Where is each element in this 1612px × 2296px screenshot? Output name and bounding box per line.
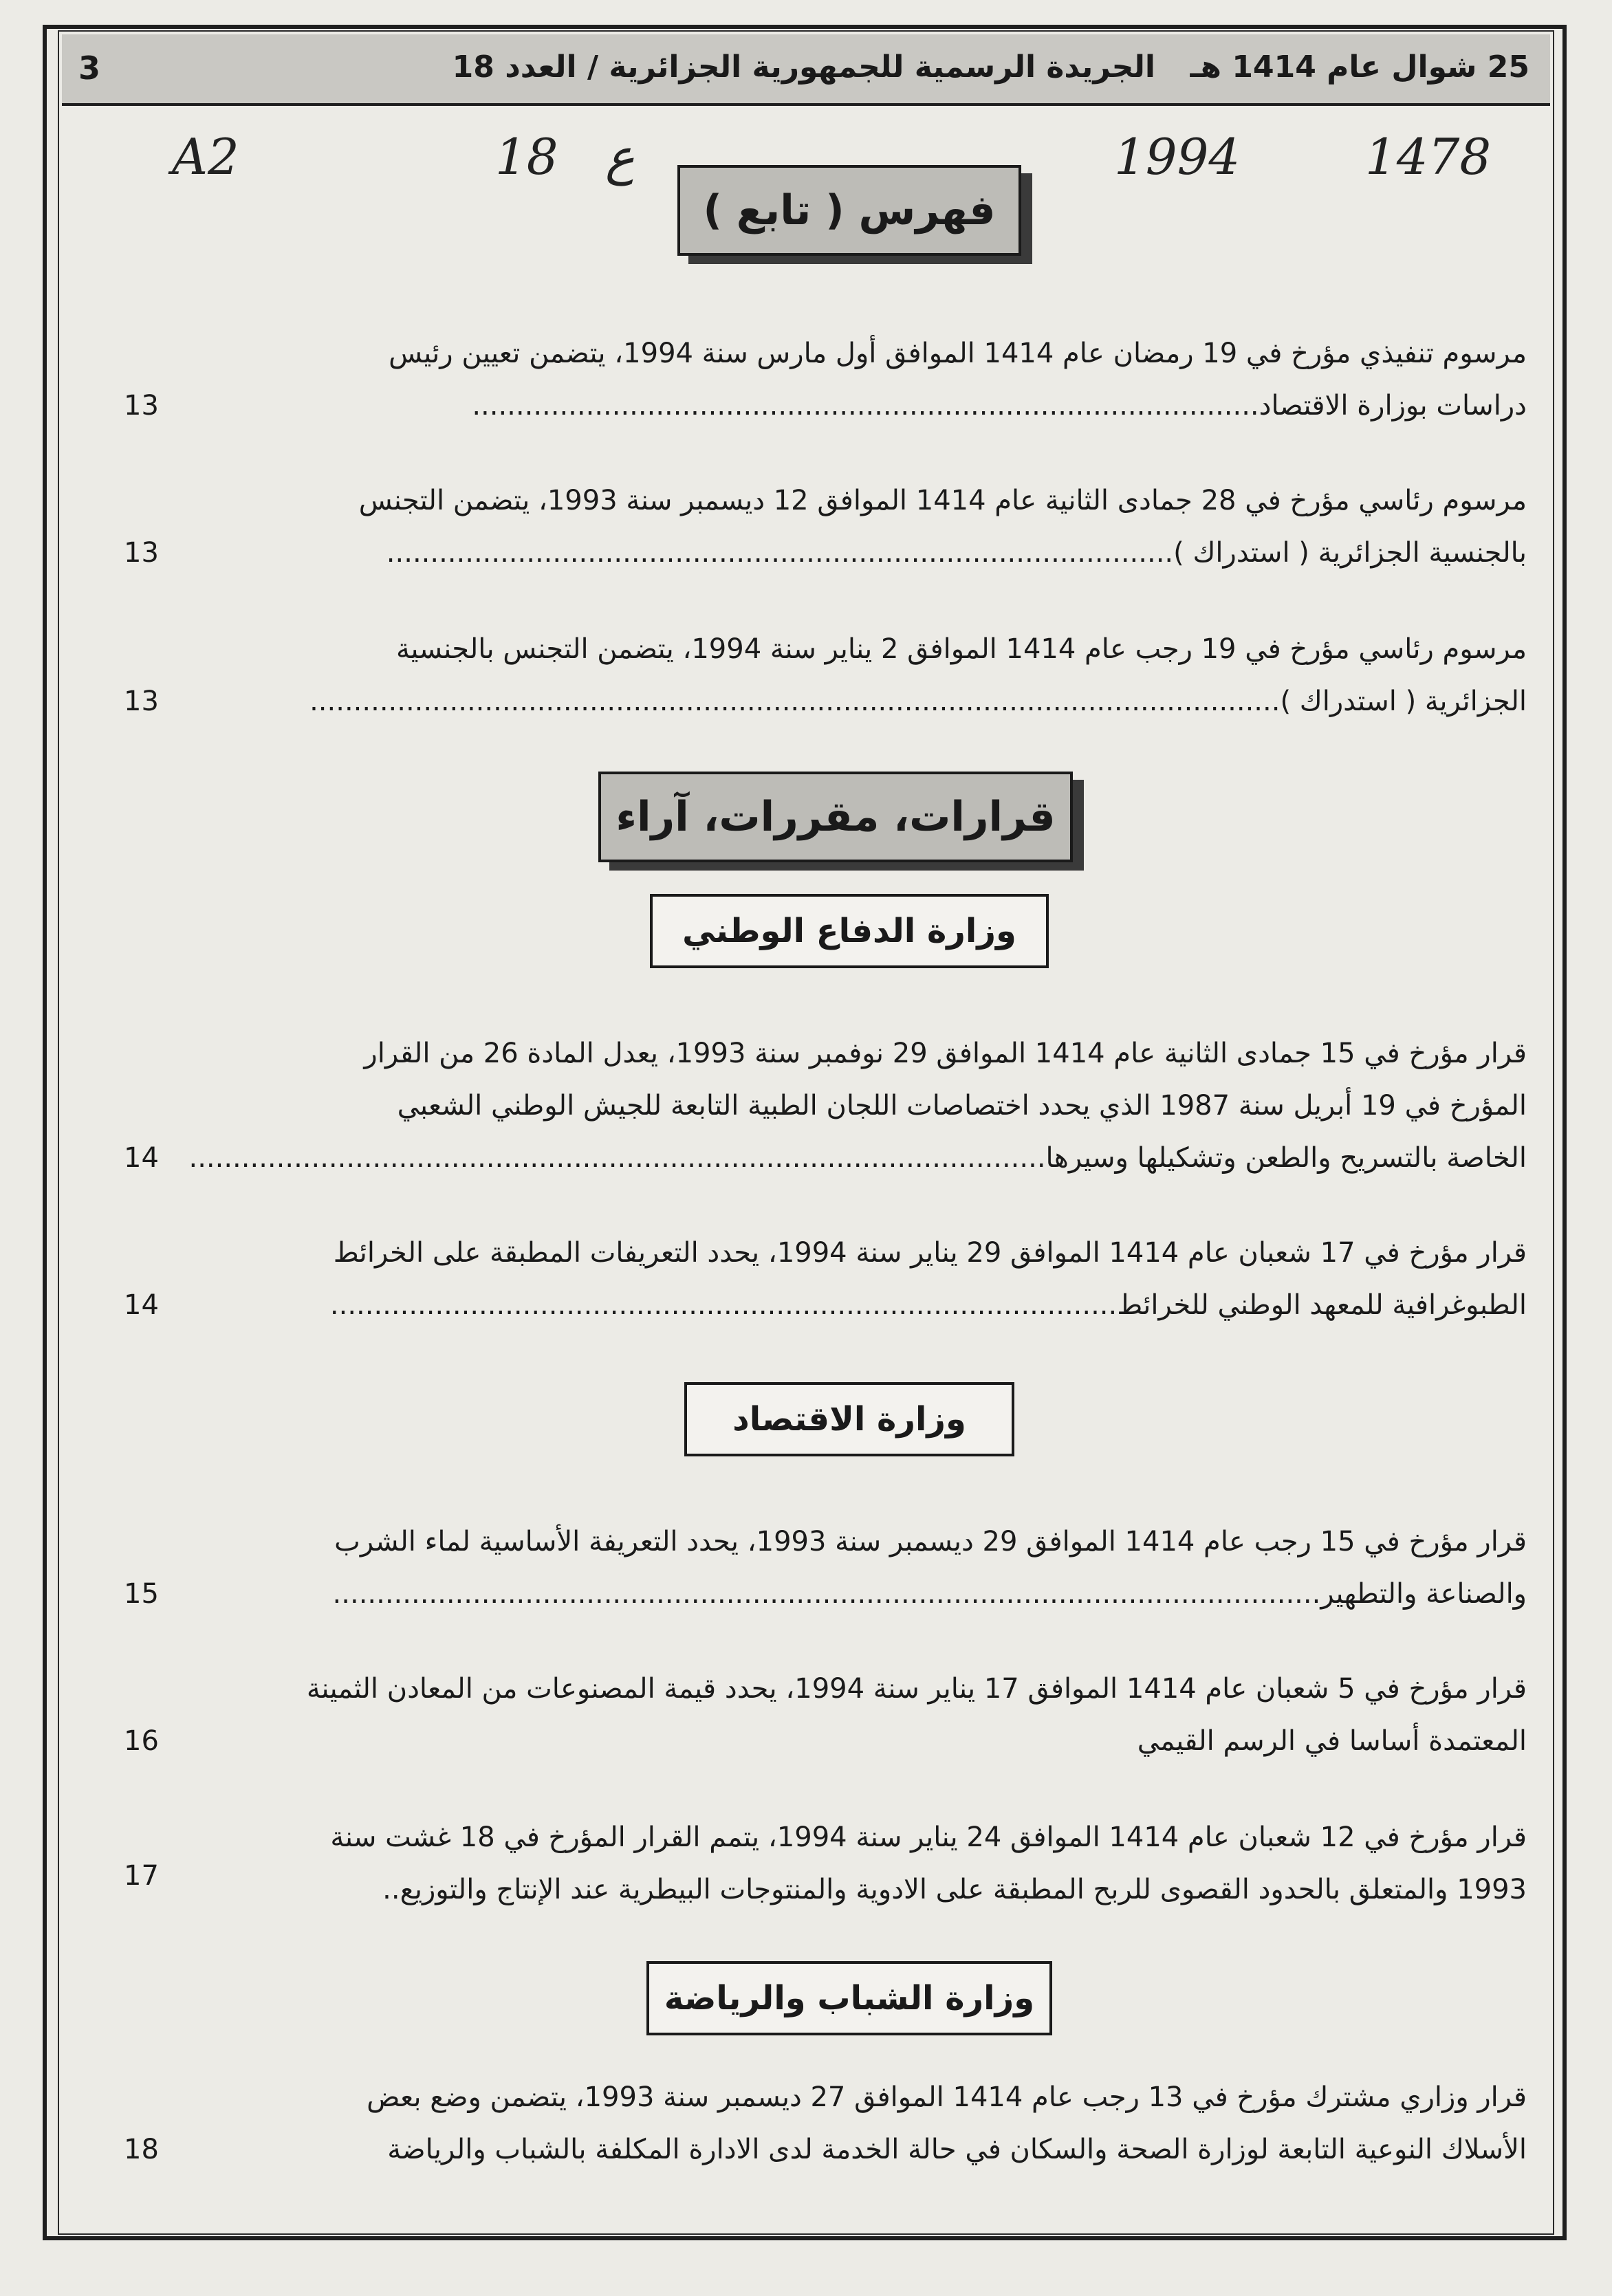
entry-page-number: 13 — [124, 537, 159, 569]
index-entry: مرسوم رئاسي مؤرخ في 19 رجب عام 1414 الموافق 2 يناير سنة 1994، يتضمن التجنس بالجنسية الجزائرية ( استدراك )............................................................................................................... — [309, 633, 1527, 717]
page-number: 3 — [78, 50, 101, 87]
handwritten-note: 1994 — [1114, 128, 1241, 186]
entry-page-number: 14 — [124, 1289, 159, 1321]
entry-page-number: 14 — [124, 1142, 159, 1174]
page-header — [62, 34, 1550, 106]
index-entry: قرار مؤرخ في 17 شعبان عام 1414 الموافق 29 يناير سنة 1994، يحدد التعريفات المطبقة على الخرائط الطبوغرافية للمعهد الوطني للخرائط.......................................................................................... — [329, 1237, 1527, 1321]
index-entry: مرسوم تنفيذي مؤرخ في 19 رمضان عام 1414 الموافق أول مارس سنة 1994، يتضمن تعيين رئيس دراسات بوزارة الاقتصاد.......................................................................................... — [389, 338, 1527, 422]
decisions-title: قرارات، مقررات، آراء — [598, 772, 1073, 862]
index-title: فهرس ( تابع ) — [677, 165, 1021, 256]
section-economy: وزارة الاقتصاد — [684, 1382, 1014, 1456]
section-youth: وزارة الشباب والرياضة — [646, 1961, 1052, 2035]
entry-page-number: 16 — [124, 1725, 159, 1757]
gazette-title: الجريدة الرسمية للجمهورية الجزائرية / العدد 18 — [452, 50, 1155, 85]
entry-page-number: 15 — [124, 1578, 159, 1610]
issue-date: 25 شوال عام 1414 هـ — [1190, 50, 1529, 85]
entry-page-number: 17 — [124, 1860, 159, 1892]
index-entry: قرار مؤرخ في 5 شعبان عام 1414 الموافق 17 يناير سنة 1994، يحدد قيمة المصنوعات من المعادن الثمينة المعتمدة أساسا في الرسم القيمي — [306, 1673, 1527, 1757]
section-defense: وزارة الدفاع الوطني — [650, 894, 1049, 968]
handwritten-note: 18 — [495, 128, 558, 186]
handwritten-note: 1478 — [1365, 128, 1492, 186]
handwritten-note: ع — [605, 128, 635, 186]
entry-page-number: 13 — [124, 390, 159, 422]
entry-page-number: 18 — [124, 2134, 159, 2165]
handwritten-note: A2 — [172, 128, 239, 186]
index-entry: قرار وزاري مشترك مؤرخ في 13 رجب عام 1414 الموافق 27 ديسمبر سنة 1993، يتضمن وضع بعض الأسلاك النوعية التابعة لوزارة الصحة والسكان في حالة الخدمة لدى الادارة المكلفة بالشباب والرياضة — [367, 2081, 1527, 2165]
index-entry: قرار مؤرخ في 15 جمادى الثانية عام 1414 الموافق 29 نوفمبر سنة 1993، يعدل المادة 26 من القرار المؤرخ في 19 أبريل سنة 1987 الذي يحدد اختصاصات اللجان الطبية التابعة للجيش الوطني الشعبي الخاصة بالتسريح والطعن وتشكيلها وسيرها.................................................................................................. — [188, 1038, 1527, 1174]
entry-page-number: 13 — [124, 686, 159, 717]
index-entry: قرار مؤرخ في 12 شعبان عام 1414 الموافق 24 يناير سنة 1994، يتمم القرار المؤرخ في 18 غشت سنة 1993 والمتعلق بالحدود القصوى للربح المطبقة على الادوية والمنتوجات البيطرية عند الإنتاج والتوزيع.. — [330, 1822, 1527, 1905]
index-entry: مرسوم رئاسي مؤرخ في 28 جمادى الثانية عام 1414 الموافق 12 ديسمبر سنة 1993، يتضمن التجنس بالجنسية الجزائرية ( استدراك ).......................................................................................... — [358, 485, 1527, 569]
index-entry: قرار مؤرخ في 15 رجب عام 1414 الموافق 29 ديسمبر سنة 1993، يحدد التعريفة الأساسية لماء الشرب والصناعة والتطهير................................................................................................................. — [332, 1526, 1527, 1610]
